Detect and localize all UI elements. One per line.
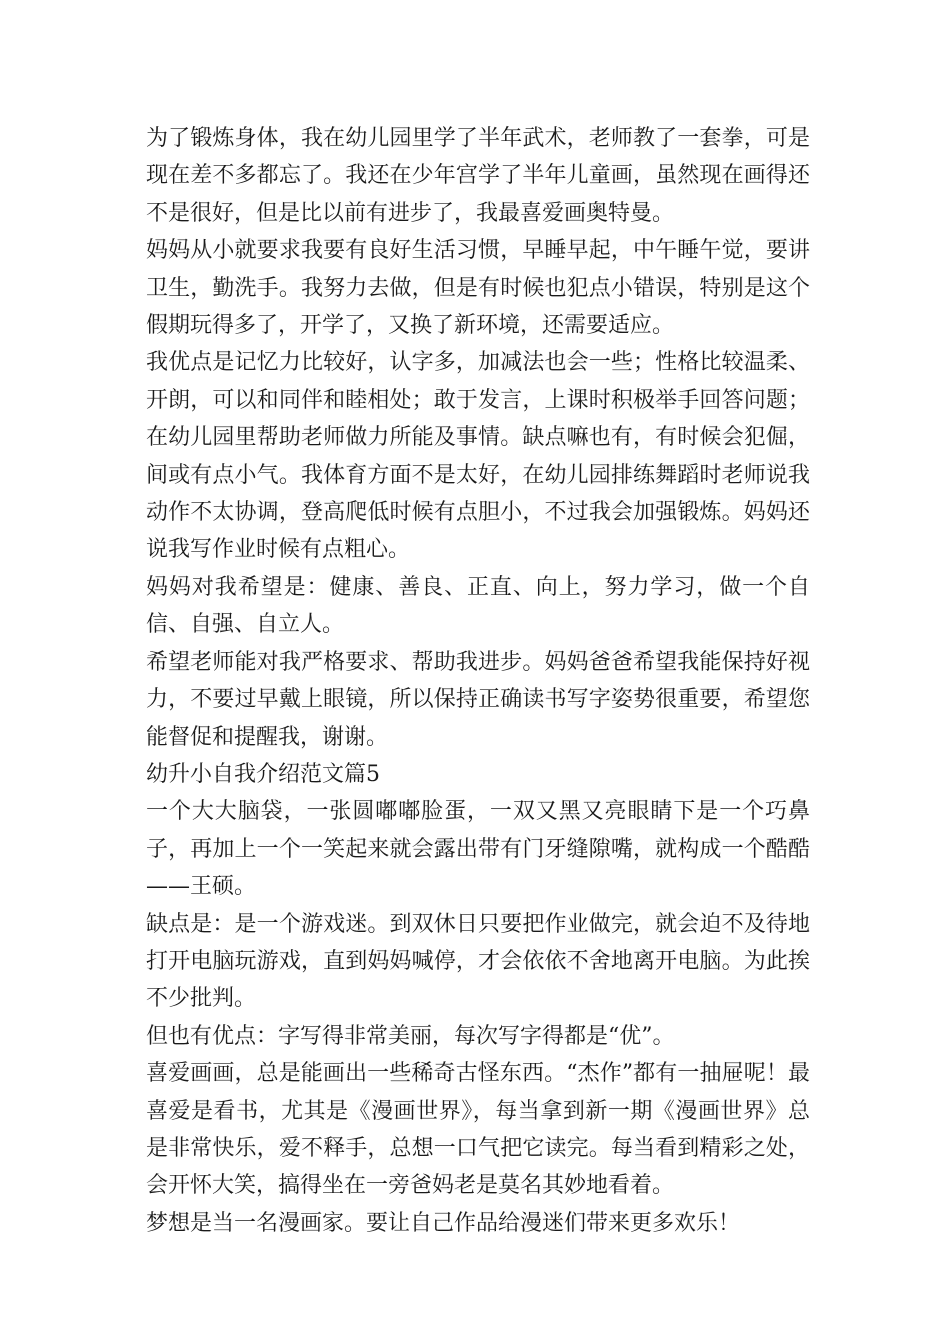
section-paragraph-1: 一个大大脑袋，一张圆嘟嘟脸蛋，一双又黑又亮眼睛下是一个巧鼻子，再加上一个一笑起来就会露出带有门牙缝隙嘴，就构成一个酷酷——王硕。 xyxy=(146,799,810,900)
section-paragraph-5: 梦想是当一名漫画家。要让自己作品给漫迷们带来更多欢乐！ xyxy=(146,1210,741,1236)
paragraph-5: 希望老师能对我严格要求、帮助我进步。妈妈爸爸希望我能保持好视力，不要过早戴上眼镜，所以保持正确读书写字姿势很重要，希望您能督促和提醒我，谢谢。 xyxy=(146,649,810,750)
paragraph-3: 我优点是记忆力比较好，认字多，加减法也会一些；性格比较温柔、开朗，可以和同伴和睦相处；敢于发言，上课时积极举手回答问题；在幼儿园里帮助老师做力所能及事情。缺点嘛也有，有时候会犯倔，间或有点小气。我体育方面不是太好，在幼儿园排练舞蹈时老师说我动作不太协调，登高爬低时候有点胆小，不过我会加强锻炼。妈妈还说我写作业时候有点粗心。 xyxy=(146,350,810,563)
paragraph-4: 妈妈对我希望是：健康、善良、正直、向上，努力学习，做一个自信、自强、自立人。 xyxy=(146,574,810,638)
section-paragraph-4: 喜爱画画，总是能画出一些稀奇古怪东西。“杰作”都有一抽屉呢！最喜爱是看书，尤其是《漫画世界》，每当拿到新一期《漫画世界》总是非常快乐，爱不释手，总想一口气把它读完。每当看到精彩之处，会开怀大笑，搞得坐在一旁爸妈老是莫名其妙地看着。 xyxy=(146,1061,810,1199)
section-paragraph-3: 但也有优点：字写得非常美丽，每次写字得都是“优”。 xyxy=(146,1023,675,1049)
section-paragraph-2: 缺点是：是一个游戏迷。到双休日只要把作业做完，就会迫不及待地打开电脑玩游戏，直到妈妈喊停，才会依依不舍地离开电脑。为此挨不少批判。 xyxy=(146,911,810,1012)
paragraph-1: 为了锻炼身体，我在幼儿园里学了半年武术，老师教了一套拳，可是现在差不多都忘了。我还在少年宫学了半年儿童画，虽然现在画得还不是很好，但是比以前有进步了，我最喜爱画奥特曼。 xyxy=(146,126,810,226)
paragraph-2: 妈妈从小就要求我要有良好生活习惯，早睡早起，中午睡午觉，要讲卫生，勤洗手。我努力去做，但是有时候也犯点小错误，特别是这个假期玩得多了，开学了，又换了新环境，还需要适应。 xyxy=(146,238,810,339)
document-body xyxy=(146,120,810,1242)
section-title: 幼升小自我介绍范文篇5 xyxy=(146,761,380,787)
